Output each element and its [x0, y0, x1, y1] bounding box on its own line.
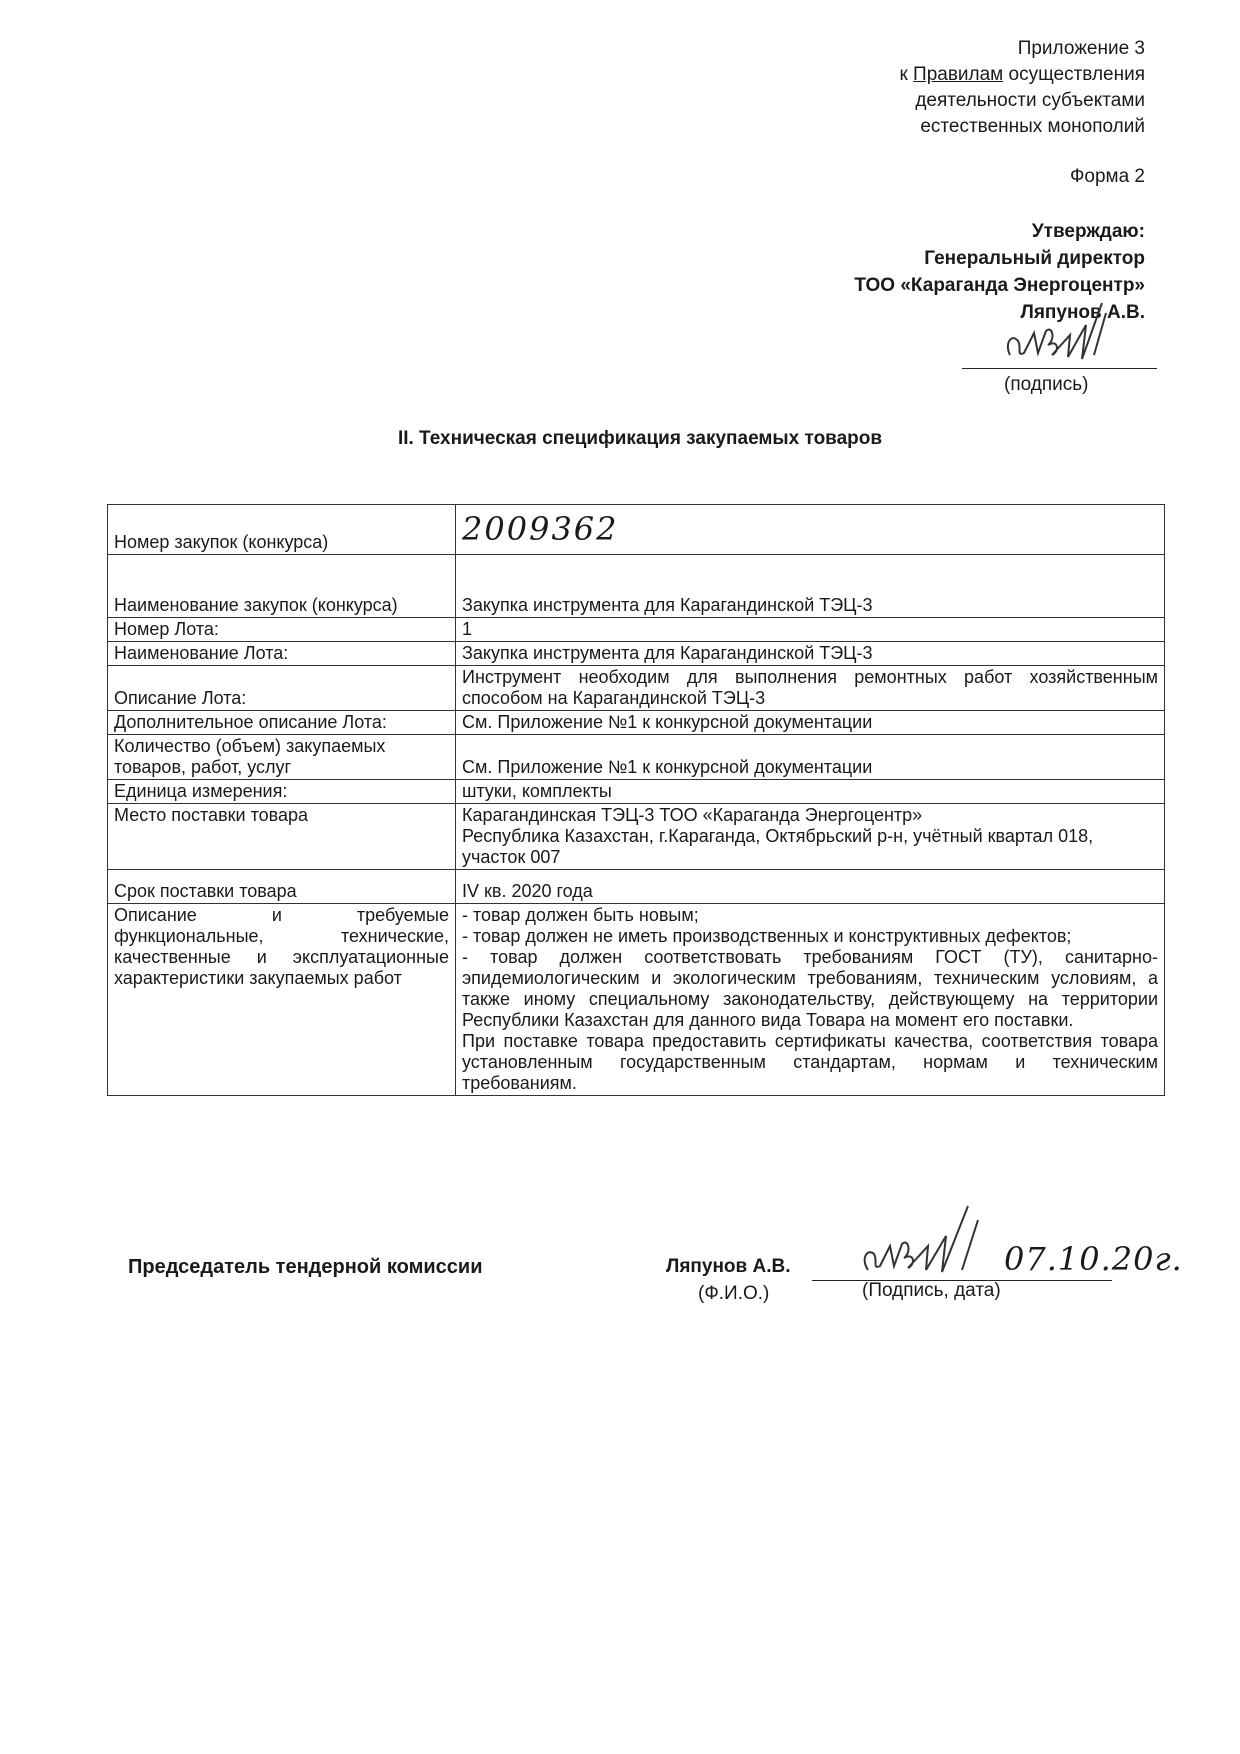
table-row: [108, 666, 1165, 711]
row-label: Описание и требуемые функциональные, технические, качественные и эксплуатационные характеристики закупаемых работ: [108, 904, 456, 1096]
signature-caption: (подпись): [1004, 374, 1089, 395]
chair-label: Председатель тендерной комиссии: [128, 1256, 483, 1278]
appendix-line-1: Приложение 3: [1017, 38, 1145, 59]
table-row: [108, 780, 1165, 804]
row-value: Закупка инструмента для Карагандинской ТЭЦ-3: [456, 555, 1165, 618]
approver-company: ТОО «Караганда Энергоцентр»: [854, 275, 1145, 296]
requirement-item: При поставке товара предоставить сертификаты качества, соответствия товара установленным государственным стандартам, нормам и техническим требованиям.: [462, 1031, 1158, 1093]
row-label: Количество (объем) закупаемых товаров, работ, услуг: [108, 735, 456, 780]
row-label: Наименование закупок (конкурса): [108, 555, 456, 618]
approver-name: Ляпунов А.В.: [1020, 302, 1145, 323]
form-number: Форма 2: [1069, 166, 1145, 187]
rules-link: Правилам: [913, 64, 1004, 85]
purchase-number: 2009362: [456, 505, 1165, 555]
fio-caption: (Ф.И.О.): [698, 1283, 770, 1304]
requirement-item: - товар должен не иметь производственных и конструктивных дефектов;: [462, 926, 1072, 946]
approval-signature-line: [962, 368, 1157, 369]
delivery-place-line-1: Карагандинская ТЭЦ-3 ТОО «Караганда Энергоцентр»: [462, 805, 923, 825]
row-value: Закупка инструмента для Карагандинской ТЭЦ-3: [456, 642, 1165, 666]
row-label: Описание Лота:: [108, 666, 456, 711]
appendix-line-2: к Правилам осуществления: [899, 64, 1145, 85]
table-row: [108, 642, 1165, 666]
row-label: Место поставки товара: [108, 804, 456, 870]
row-value: См. Приложение №1 к конкурсной документации: [456, 711, 1165, 735]
row-value: IV кв. 2020 года: [456, 870, 1165, 904]
delivery-place-line-2: Республика Казахстан, г.Караганда, Октябрьский р-н, учётный квартал 018, участок 007: [462, 826, 1094, 867]
table-row: [108, 505, 1165, 555]
appendix-line-4: естественных монополий: [920, 116, 1145, 137]
requirements-cell: [456, 904, 1165, 1096]
page-title: II. Техническая спецификация закупаемых товаров: [397, 428, 883, 449]
requirement-item: - товар должен соответствовать требованиям ГОСТ (ТУ), санитарно-эпидемиологическим и экологическим требованиям, техническим условиям, а также иному специальному законодательству, действующему на территории Республики Казахстан для данного вида Товара на момент его поставки.: [462, 947, 1158, 1030]
row-label: Срок поставки товара: [108, 870, 456, 904]
row-label: Единица измерения:: [108, 780, 456, 804]
table-row: [108, 804, 1165, 870]
appendix-line-3: деятельности субъектами: [915, 90, 1145, 111]
table-row: [108, 735, 1165, 780]
sign-date-caption: (Подпись, дата): [862, 1280, 1001, 1301]
row-value: См. Приложение №1 к конкурсной документации: [456, 735, 1165, 780]
chair-name: Ляпунов А.В.: [666, 1256, 791, 1277]
row-value: 1: [456, 618, 1165, 642]
row-value: штуки, комплекты: [456, 780, 1165, 804]
table-row: [108, 870, 1165, 904]
requirement-item: - товар должен быть новым;: [462, 905, 699, 925]
row-label: Наименование Лота:: [108, 642, 456, 666]
table-row: [108, 711, 1165, 735]
approve-heading: Утверждаю:: [1031, 221, 1145, 242]
row-label: Номер закупок (конкурса): [108, 505, 456, 555]
row-value: [456, 804, 1165, 870]
spec-table: [107, 504, 1165, 1096]
row-label: Номер Лота:: [108, 618, 456, 642]
table-row: [108, 904, 1165, 1096]
row-value: Инструмент необходим для выполнения ремонтных работ хозяйственным способом на Карагандинской ТЭЦ-3: [456, 666, 1165, 711]
appendix-reference: [899, 36, 1145, 140]
row-label: Дополнительное описание Лота:: [108, 711, 456, 735]
approver-position: Генеральный директор: [924, 248, 1145, 269]
table-row: [108, 555, 1165, 618]
handwritten-date: 07.10.20г.: [1004, 1240, 1183, 1278]
table-row: [108, 618, 1165, 642]
chair-signature: [850, 1200, 1010, 1295]
